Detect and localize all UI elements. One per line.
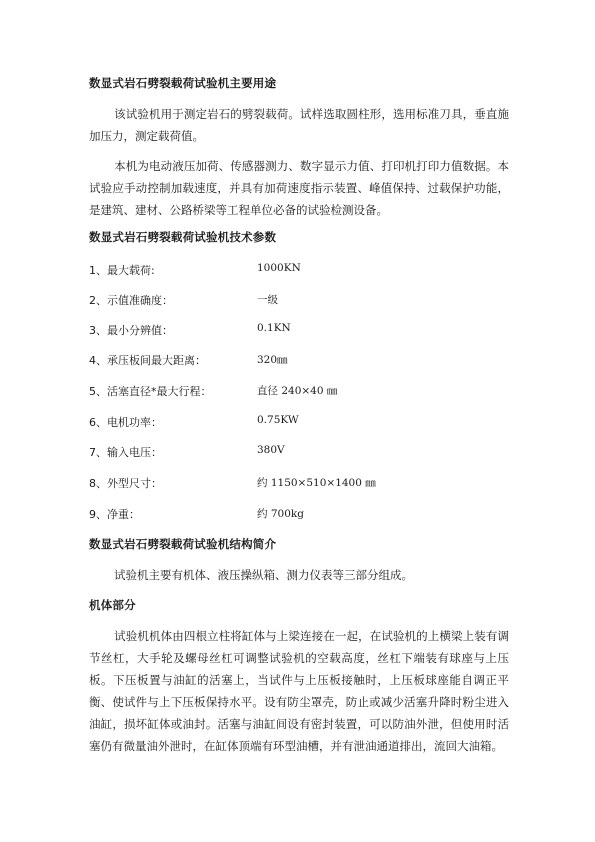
spec-value: 320㎜ [257,354,288,366]
spec-value: 0.75KW [257,414,299,426]
spec-label: 5、活塞直径*最大行程： [89,385,212,398]
spec-row-motor-power [89,414,509,430]
purpose-paragraph-2: 本机为电动液压加荷、传感器测力、数字显示力值、打印机打印力值数据。本试验应手动控制加载速度，并具有加荷速度指示装置、峰值保持、过载保护功能，是建筑、建材、公路桥梁等工程单位必备的试验检测设备。 [89,159,509,217]
spec-label: 1、最大载荷: [89,264,155,277]
spec-value: 直径 240×40 ㎜ [257,385,338,397]
spec-label: 4、承压板间最大距离： [89,354,206,367]
spec-row-resolution [89,322,509,338]
spec-label: 7、输入电压： [89,446,162,459]
spec-value: 0.1KN [257,322,291,334]
spec-value: 约 1150×510×1400 ㎜ [257,477,376,489]
structure-heading: 数显式岩石劈裂载荷试验机结构简介 [89,537,277,551]
spec-row-accuracy [89,292,509,308]
spec-label: 3、最小分辨值： [89,324,173,337]
spec-label: 6、电机功率： [89,416,162,429]
spec-value: 约 700kg [257,508,304,520]
body-paragraph: 试验机机体由四根立柱将缸体与上梁连接在一起，在试验机的上横梁上装有调节丝杠，大手轮及螺母丝杠可调整试验机的空载高度，丝杠下端装有球座与上压板。下压板置与油缸的活塞上，当试件与上压板接触时，上压板球座能自调正平衡、使试件与上下压板保持水平。设有防尘罩壳，防止或减少活塞升降时粉尘进入油缸，损坏缸体或油封。活塞与油缸间设有密封装置，可以防油外泄，但使用时活塞仍有微量油外泄时，在缸体顶端有环型油槽，并有泄油通道排出，流回大油箱。 [89,629,509,753]
spec-value: 1000KN [257,262,301,274]
spec-row-piston [89,383,509,399]
spec-row-dimensions [89,475,509,491]
body-heading: 机体部分 [89,598,136,612]
spec-value: 380V [257,444,285,456]
spec-row-weight [89,506,509,522]
spec-label: 2、示值准确度： [89,294,173,307]
spec-label: 8、外型尺寸： [89,477,162,490]
purpose-heading: 数显式岩石劈裂载荷试验机主要用途 [89,76,277,90]
spec-row-voltage [89,444,509,460]
structure-paragraph: 试验机主要有机体、液压操纵箱、测力仪表等三部分组成。 [114,568,413,582]
spec-value: 一级 [257,294,278,306]
spec-row-platen-distance [89,352,509,368]
spec-label: 9、净重： [89,508,140,521]
spec-row-max-load [89,262,509,278]
purpose-paragraph-1: 该试验机用于测定岩石的劈裂载荷。试样选取圆柱形，选用标准刀具，垂直施加压力，测定载荷值。 [89,107,509,143]
specs-heading: 数显式岩石劈裂载荷试验机技术参数 [89,230,277,244]
